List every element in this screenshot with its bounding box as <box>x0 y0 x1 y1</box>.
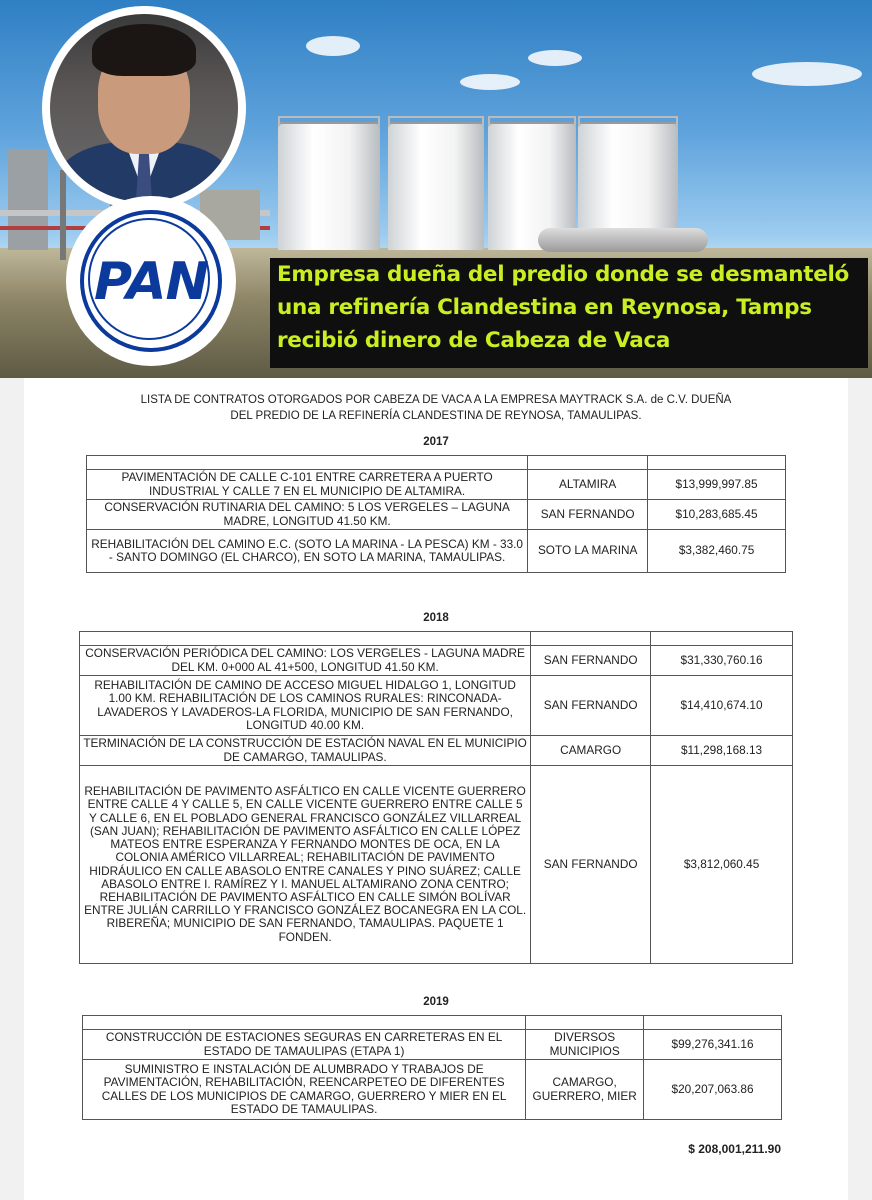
contract-municipality: DIVERSOS MUNICIPIOS <box>526 1030 644 1060</box>
table-row <box>87 530 786 573</box>
headline-box <box>270 258 868 368</box>
contract-amount: $20,207,063.86 <box>644 1060 782 1120</box>
table-cell <box>648 456 786 470</box>
contracts-table-2019 <box>82 1015 782 1120</box>
contract-municipality: CAMARGO <box>531 736 651 766</box>
document-title-line: LISTA DE CONTRATOS OTORGADOS POR CABEZA DE VACA A LA EMPRESA MAYTRACK S.A. de C.V. DUEÑA <box>140 394 732 406</box>
portrait-hair <box>92 24 196 76</box>
contract-amount: $31,330,760.16 <box>651 646 793 676</box>
contract-municipality: SAN FERNANDO <box>528 500 648 530</box>
contract-description: REHABILITACIÓN DEL CAMINO E.C. (SOTO LA MARINA - LA PESCA) KM - 33.0 - SANTO DOMINGO (EL CHARCO), EN SOTO LA MARINA, TAMAULIPAS. <box>87 530 528 573</box>
headline-line: recibió dinero de Cabeza de Vaca <box>277 328 671 353</box>
contract-description: TERMINACIÓN DE LA CONSTRUCCIÓN DE ESTACIÓN NAVAL EN EL MUNICIPIO DE CAMARGO, TAMAULIPAS. <box>80 736 531 766</box>
table-row <box>87 470 786 500</box>
table-row <box>80 736 793 766</box>
contract-municipality: SAN FERNANDO <box>531 766 651 964</box>
contract-municipality: CAMARGO, GUERRERO, MIER <box>526 1060 644 1120</box>
contract-amount: $99,276,341.16 <box>644 1030 782 1060</box>
table-cell <box>531 632 651 646</box>
table-header-row <box>80 632 793 646</box>
cloud <box>460 74 520 90</box>
table-cell <box>644 1016 782 1030</box>
grand-total: $ 208,001,211.90 <box>688 1142 781 1156</box>
table-cell <box>528 456 648 470</box>
table-row <box>83 1060 782 1120</box>
contracts-table-2017 <box>86 455 786 573</box>
contract-amount: $13,999,997.85 <box>648 470 786 500</box>
contract-description: CONSTRUCCIÓN DE ESTACIONES SEGURAS EN CARRETERAS EN EL ESTADO DE TAMAULIPAS (ETAPA 1) <box>83 1030 526 1060</box>
storage-tank <box>388 122 484 250</box>
contract-municipality: SOTO LA MARINA <box>528 530 648 573</box>
contract-description: SUMINISTRO E INSTALACIÓN DE ALUMBRADO Y TRABAJOS DE PAVIMENTACIÓN, REHABILITACIÓN, REENCARPETEO DE DIFERENTES CALLES DE LOS MUNICIPIOS DE CAMARGO, GUERRERO Y MIER EN EL ESTADO DE TAMAULIPAS. <box>83 1060 526 1120</box>
cloud <box>306 36 360 56</box>
table-header-row <box>87 456 786 470</box>
storage-tank <box>278 122 380 250</box>
contract-amount: $3,812,060.45 <box>651 766 793 964</box>
table-cell <box>80 632 531 646</box>
table-cell <box>87 456 528 470</box>
headline-line: Empresa dueña del predio donde se desmanteló <box>277 262 850 287</box>
table-cell <box>83 1016 526 1030</box>
document-title-line: DEL PREDIO DE LA REFINERÍA CLANDESTINA DE REYNOSA, TAMAULIPAS. <box>230 410 642 422</box>
contract-municipality: SAN FERNANDO <box>531 676 651 736</box>
contract-municipality: ALTAMIRA <box>528 470 648 500</box>
portrait-photo <box>42 6 246 210</box>
table-cell <box>526 1016 644 1030</box>
contracts-document <box>24 378 848 1200</box>
contract-municipality: SAN FERNANDO <box>531 646 651 676</box>
table-cell <box>651 632 793 646</box>
table-row <box>87 500 786 530</box>
contract-amount: $11,298,168.13 <box>651 736 793 766</box>
tanker-truck <box>538 228 708 252</box>
portrait-image <box>50 14 238 202</box>
year-heading: 2018 <box>423 612 449 624</box>
contract-description: PAVIMENTACIÓN DE CALLE C-101 ENTRE CARRETERA A PUERTO INDUSTRIAL Y CALLE 7 EN EL MUNICIPIO DE ALTAMIRA. <box>87 470 528 500</box>
header-banner <box>0 0 872 378</box>
contract-amount: $10,283,685.45 <box>648 500 786 530</box>
contract-description: CONSERVACIÓN RUTINARIA DEL CAMINO: 5 LOS VERGELES – LAGUNA MADRE, LONGITUD 41.50 KM. <box>87 500 528 530</box>
document-title <box>24 392 848 424</box>
contract-amount: $3,382,460.75 <box>648 530 786 573</box>
contract-description: REHABILITACIÓN DE CAMINO DE ACCESO MIGUEL HIDALGO 1, LONGITUD 1.00 KM. REHABILITACIÓN DE LOS CAMINOS RURALES: RINCONADA-LAVADEROS Y LAVADEROS-LA FLORIDA, MUNICIPIO DE SAN FERNANDO, LONGITUD 40.00 KM. <box>80 676 531 736</box>
contract-description: REHABILITACIÓN DE PAVIMENTO ASFÁLTICO EN CALLE VICENTE GUERRERO ENTRE CALLE 4 Y CALLE 5, EN CALLE VICENTE GUERRERO ENTRE CALLE 5 Y CALLE 6, EN EL POBLADO GENERAL FRANCISCO GONZÁLEZ VILLARREAL (SAN JUAN); REHABILITACIÓN DE PAVIMENTO ASFÁLTICO EN CALLE LÓPEZ MATEOS ENTRE ESPERANZA Y FERNANDO MONTES DE OCA, EN LA COLONIA AMÉRICO VILLARREAL; REHABILITACIÓN DE PAVIMENTO HIDRÁULICO EN CALLE ABASOLO ENTRE CANALES Y PINO SUÁREZ; CALLE ABASOLO ENTRE I. RAMÍREZ Y I. MANUEL ALTAMIRANO ZONA CENTRO; REHABILITACIÓN DE PAVIMENTO ASFÁLTICO EN CALLE SIMÓN BOLÍVAR ENTRE JULIÁN CARRILLO Y FRANCISCO GONZÁLEZ BOCANEGRA EN LA COL. RIBEREÑA; MUNICIPIO DE SAN FERNANDO, TAMAULIPAS. PAQUETE 1 FONDEN. <box>80 766 531 964</box>
cloud <box>528 50 582 66</box>
cloud <box>752 62 862 86</box>
contract-amount: $14,410,674.10 <box>651 676 793 736</box>
contract-description: CONSERVACIÓN PERIÓDICA DEL CAMINO: LOS VERGELES - LAGUNA MADRE DEL KM. 0+000 AL 41+500, LONGITUD 41.50 KM. <box>80 646 531 676</box>
table-header-row <box>83 1016 782 1030</box>
contracts-table-2018 <box>79 631 793 964</box>
pan-party-logo <box>66 196 236 366</box>
table-row <box>83 1030 782 1060</box>
table-row <box>80 646 793 676</box>
table-row <box>80 766 793 964</box>
logo-text: PAN <box>93 252 209 312</box>
table-row <box>80 676 793 736</box>
headline-line: una refinería Clandestina en Reynosa, Tamps <box>277 295 812 320</box>
year-heading: 2017 <box>423 436 449 448</box>
year-heading: 2019 <box>423 996 449 1008</box>
